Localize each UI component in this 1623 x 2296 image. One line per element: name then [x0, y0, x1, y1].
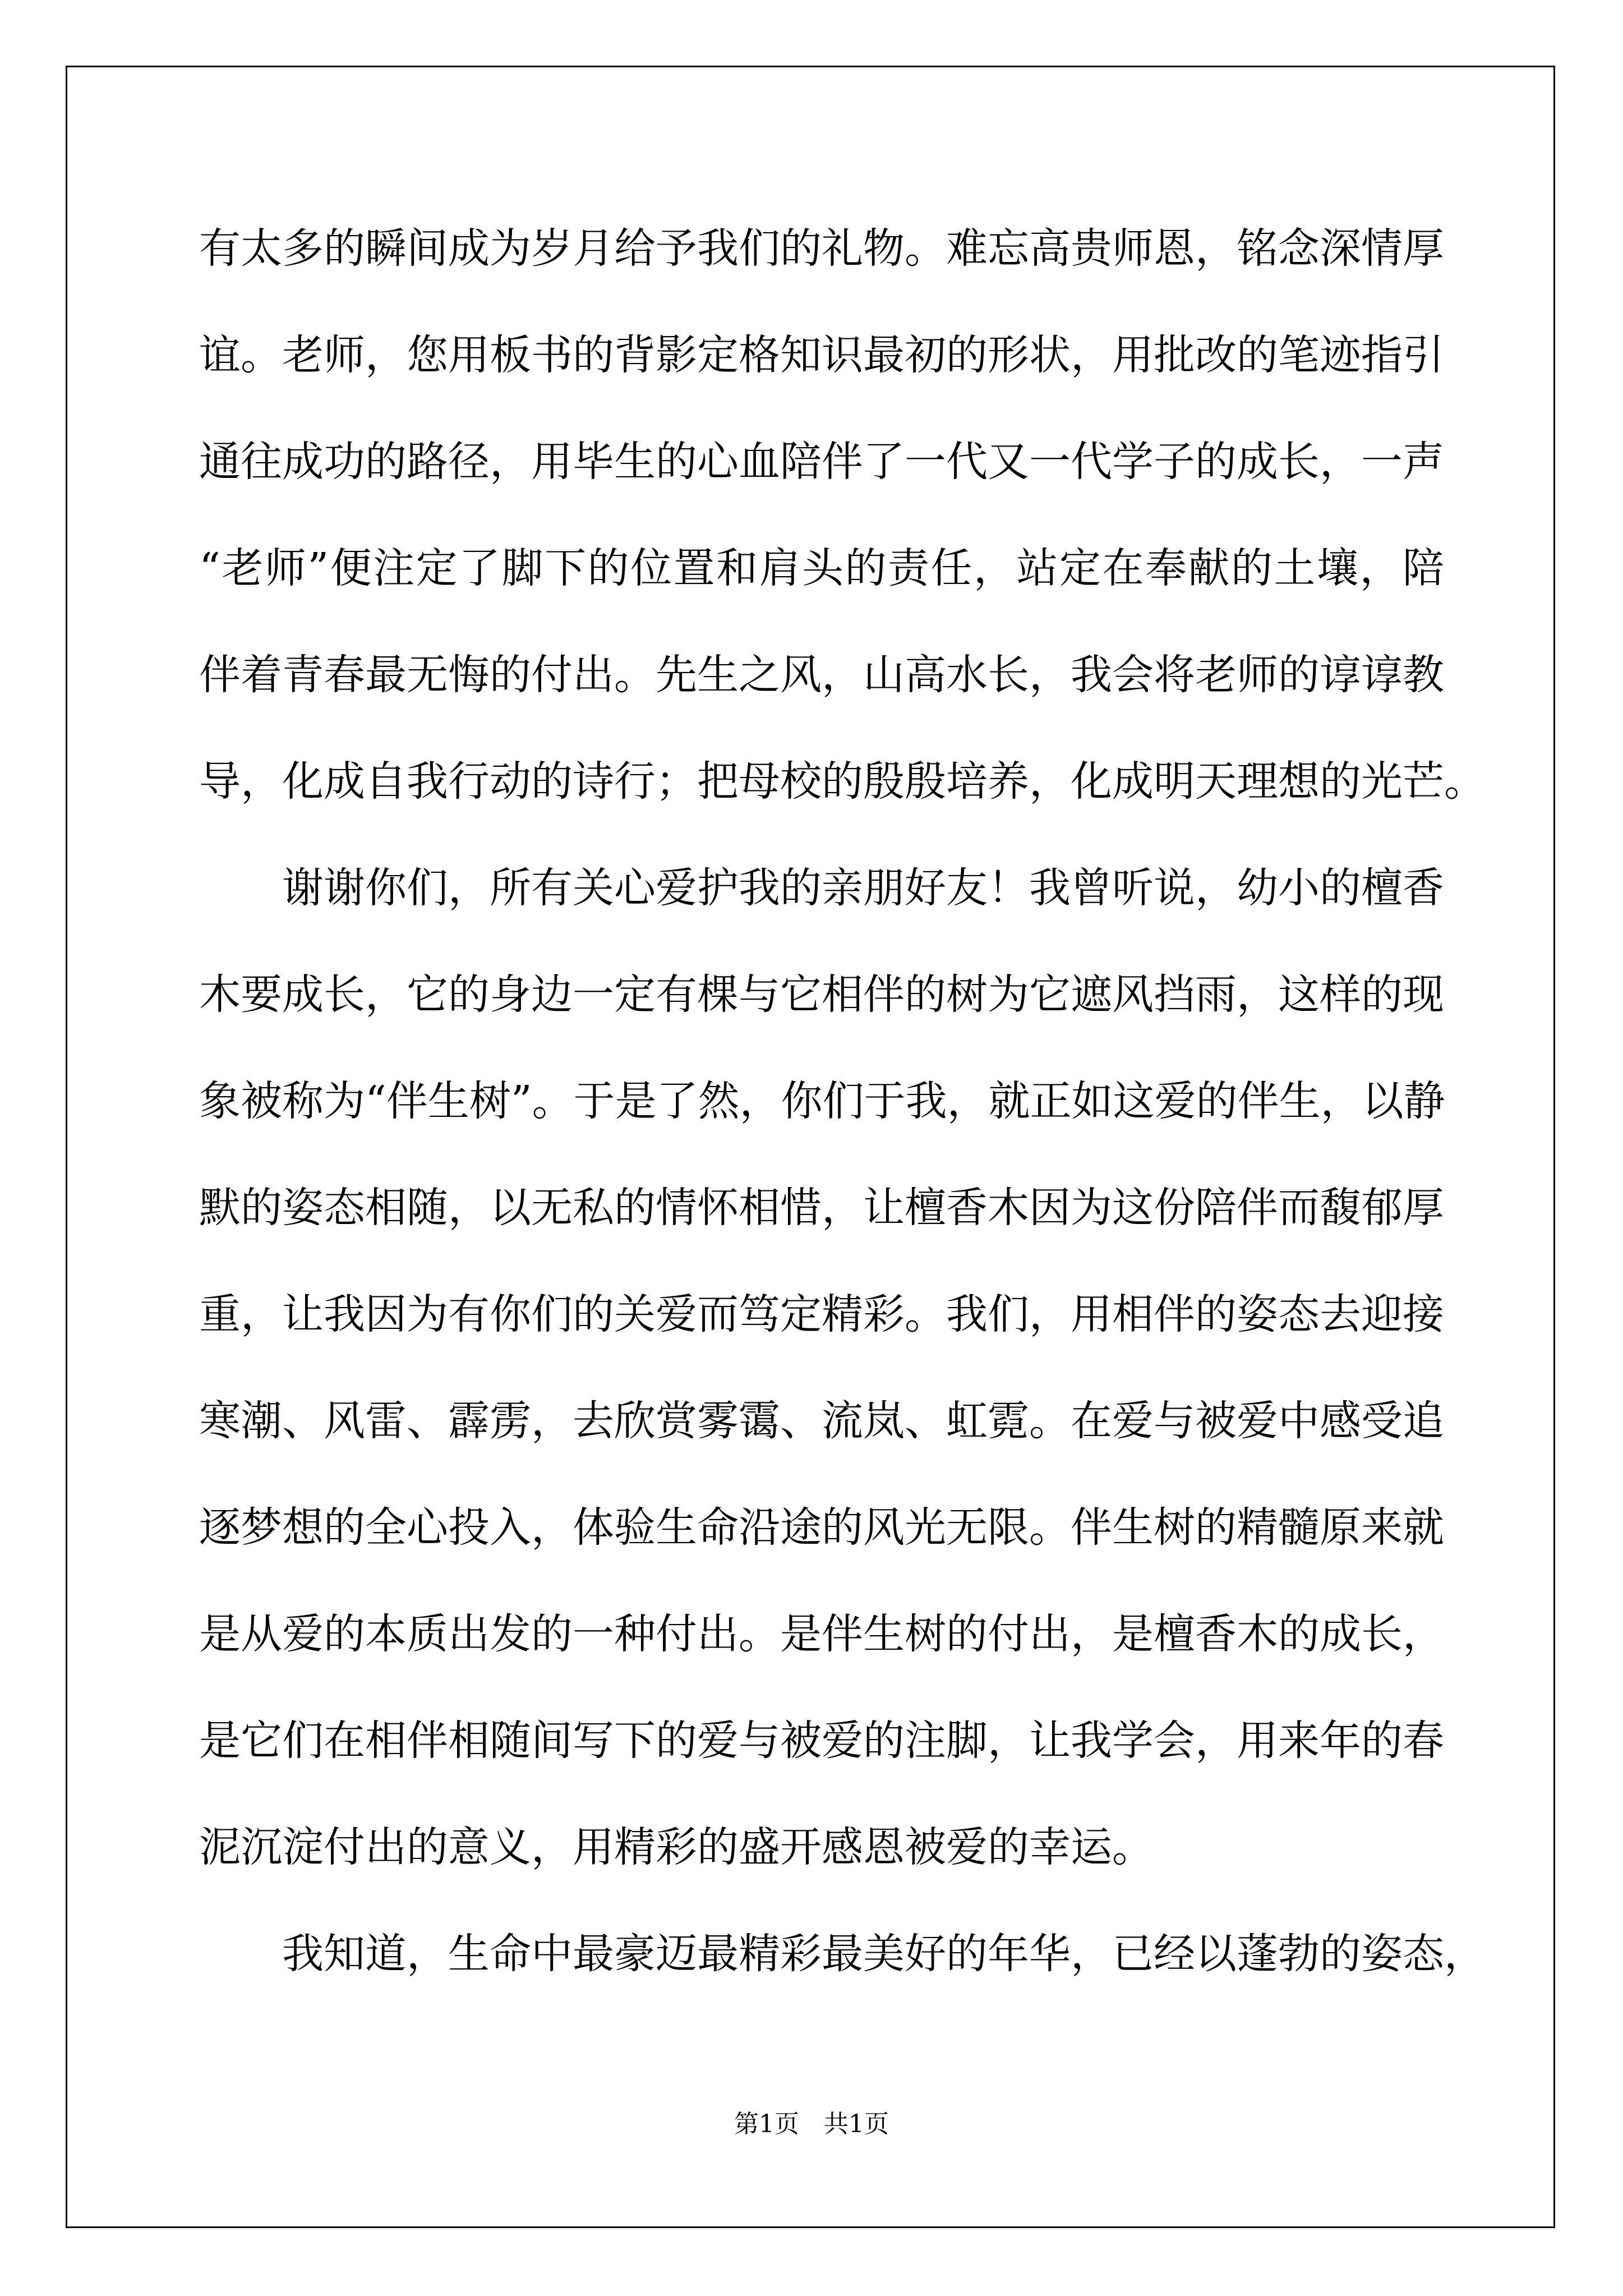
paragraph-start-line: 我知道，生命中最豪迈最精彩最美好的年华，已经以蓬勃的姿态， — [282, 1930, 1486, 1978]
text-line: 谊。老师，您用板书的背影定格知识最初的形状，用批改的笔迹指引 — [199, 331, 1444, 379]
text-line: 伴着青春最无悔的付出。先生之风，山高水长，我会将老师的谆谆教 — [199, 651, 1444, 699]
text-line: 寒潮、风雷、霹雳，去欣赏雾霭、流岚、虹霓。在爱与被爱中感受追 — [199, 1397, 1444, 1445]
text-line: 有太多的瞬间成为岁月给予我们的礼物。难忘高贵师恩，铭念深情厚 — [199, 224, 1444, 273]
text-line: 通往成功的路径，用毕生的心血陪伴了一代又一代学子的成长，一声 — [199, 438, 1444, 486]
text-line: 逐梦想的全心投入，体验生命沿途的风光无限。伴生树的精髓原来就 — [199, 1503, 1444, 1552]
document-body — [199, 195, 1486, 2007]
text-line: 木要成长，它的身边一定有棵与它相伴的树为它遮风挡雨，这样的现 — [199, 970, 1444, 1019]
paragraph-start-line: 谢谢你们，所有关心爱护我的亲朋好友！我曾听说，幼小的檀香 — [282, 864, 1444, 912]
text-line: 默的姿态相随，以无私的情怀相惜，让檀香木因为这份陪伴而馥郁厚 — [199, 1184, 1444, 1232]
text-line: 是从爱的本质出发的一种付出。是伴生树的付出，是檀香木的成长， — [199, 1610, 1444, 1658]
text-line: 重，让我因为有你们的关爱而笃定精彩。我们，用相伴的姿态去迎接 — [199, 1290, 1444, 1338]
text-line: 象被称为“伴生树”。于是了然，你们于我，就正如这爱的伴生，以静 — [199, 1077, 1445, 1125]
text-line: “老师”便注定了脚下的位置和肩头的责任，站定在奉献的土壤，陪 — [199, 544, 1444, 592]
text-line: 导，化成自我行动的诗行；把母校的殷殷培养，化成明天理想的光芒。 — [199, 757, 1486, 806]
page-number-footer: 第1页 共1页 — [734, 2110, 889, 2138]
text-line: 是它们在相伴相随间写下的爱与被爱的注脚，让我学会，用来年的春 — [199, 1717, 1444, 1765]
paragraph-end-line: 泥沉淀付出的意义，用精彩的盛开感恩被爱的幸运。 — [199, 1823, 1154, 1871]
